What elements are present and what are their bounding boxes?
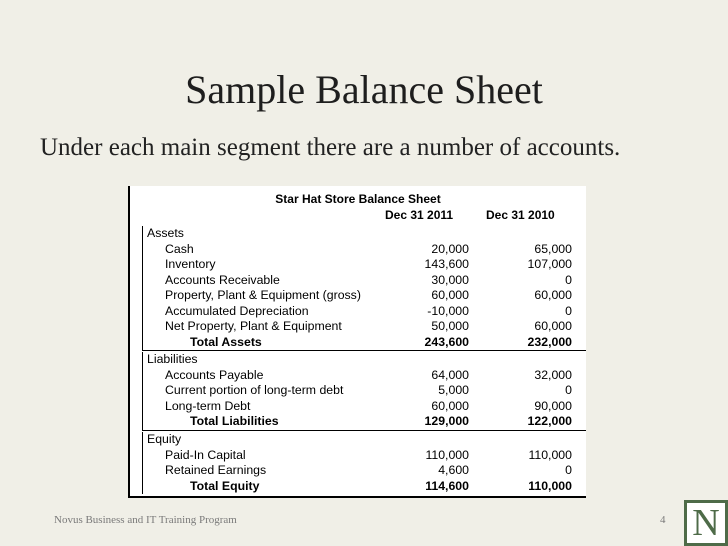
table-row: Accumulated Depreciation -10,000 0 [165,303,572,318]
column-header-2010: Dec 31 2010 [486,208,555,222]
novus-logo [684,500,728,546]
table-row: Inventory 143,600 107,000 [165,257,572,271]
table-row: Property, Plant & Equipment (gross) 60,000 60,000 [165,288,572,302]
table-row: Retained Earnings 4,600 0 [165,463,572,477]
table-row: Net Property, Plant & Equipment 50,000 60,000 [165,319,572,333]
table-row: Long-term Debt 60,000 90,000 [165,398,572,413]
total-row-liabilities: Total Liabilities 129,000 122,000 [190,414,572,428]
section-divider [142,350,586,351]
total-row-equity: Total Equity 114,600 110,000 [190,478,572,493]
balance-sheet-table [128,186,586,498]
footer-text: Novus Business and IT Training Program [54,514,237,526]
section-divider [142,430,586,431]
table-row: Accounts Payable 64,000 32,000 [165,367,572,382]
section-header-liabilities: Liabilities [147,352,198,366]
section-header-equity: Equity [147,432,182,446]
logo-letter: N [692,502,720,544]
balance-sheet-title: Star Hat Store Balance Sheet [275,192,441,206]
column-header-2011: Dec 31 2011 [385,208,454,222]
table-row: Cash 20,000 65,000 [165,241,572,256]
slide-title: Sample Balance Sheet [185,67,543,112]
equity-section [142,432,586,494]
table-row: Paid-In Capital 110,000 110,000 [165,447,572,462]
total-row-assets: Total Assets 243,600 232,000 [190,334,572,349]
liabilities-section [142,352,586,430]
page-number: 4 [660,514,666,526]
slide-subtitle: Under each main segment there are a number of accounts. [40,134,621,161]
table-row: Accounts Receivable 30,000 0 [165,272,572,287]
assets-section [142,226,586,350]
section-header-assets: Assets [147,226,184,240]
table-row: Current portion of long-term debt 5,000 0 [165,383,572,397]
